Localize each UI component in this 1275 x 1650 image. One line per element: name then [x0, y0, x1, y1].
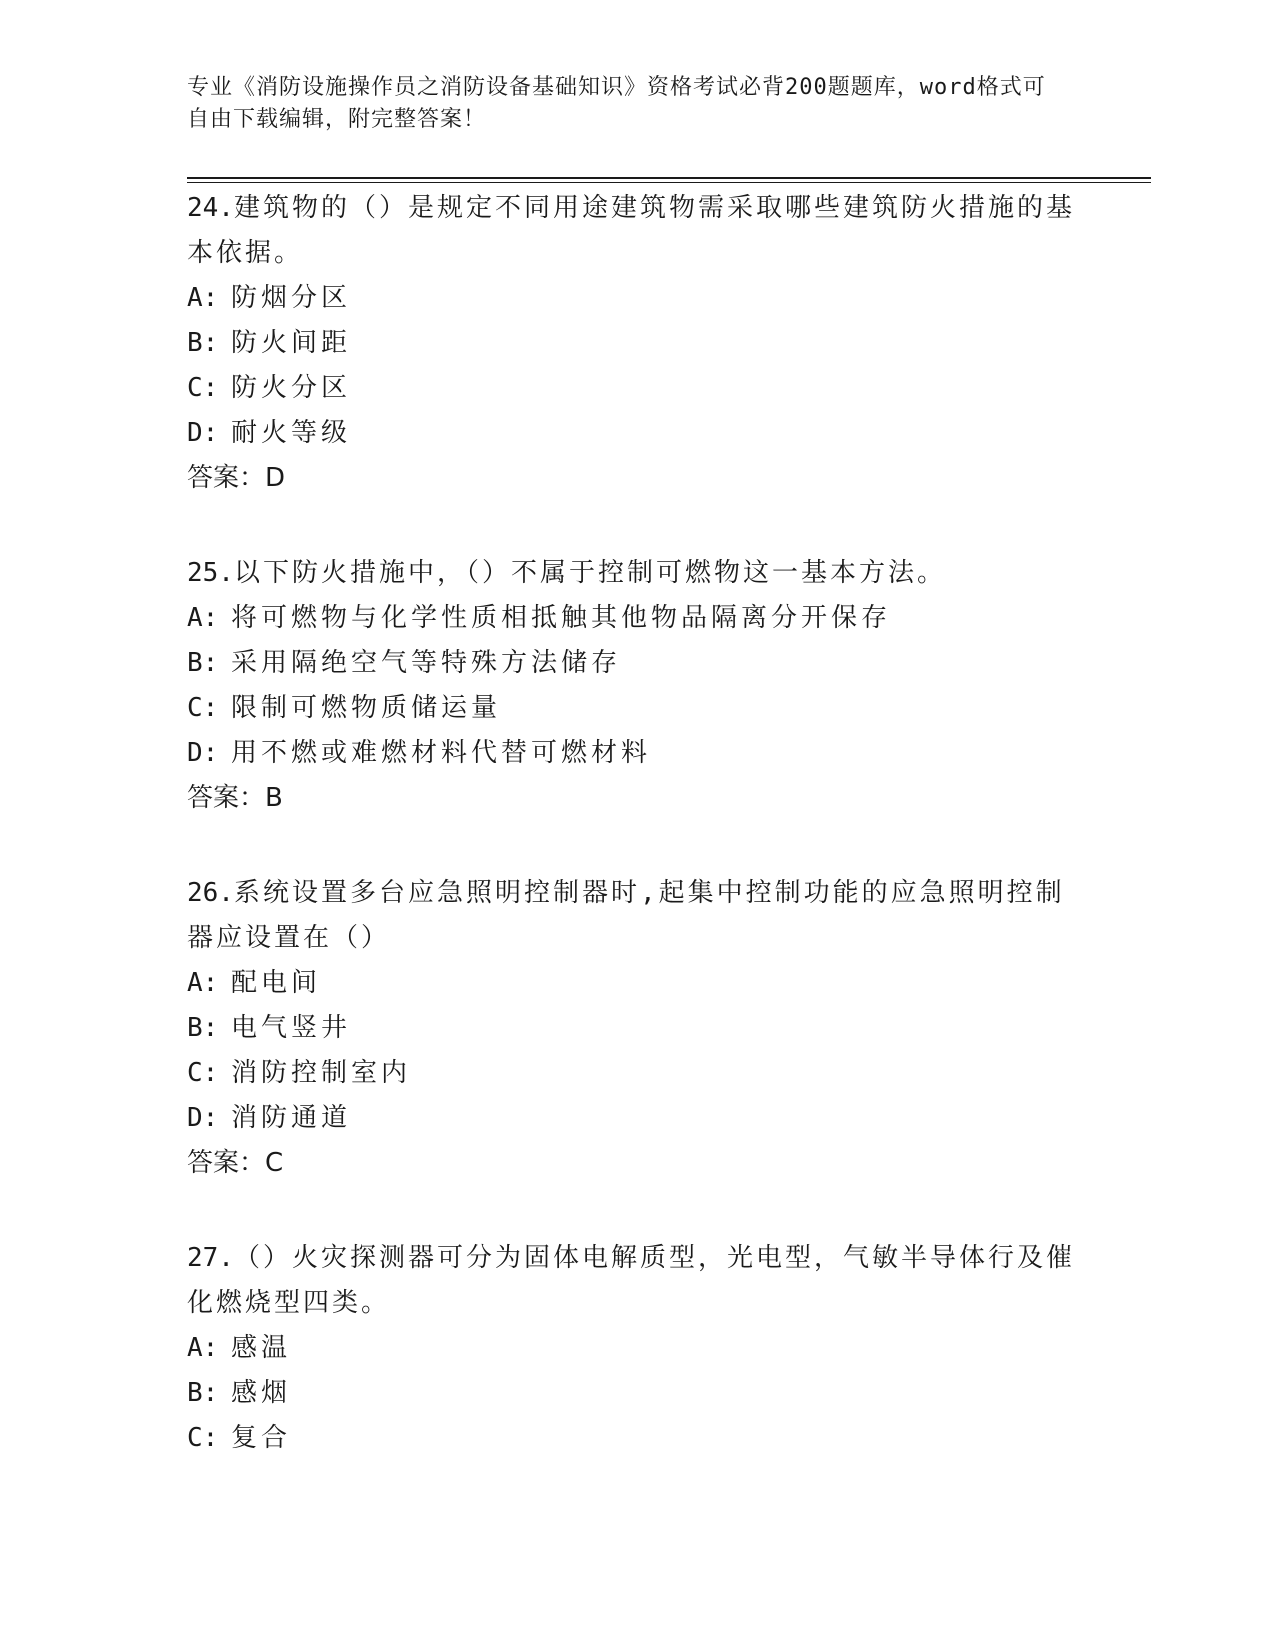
- option-letter: A:: [187, 1333, 219, 1363]
- option-letter: C:: [187, 373, 219, 403]
- option-b: [187, 321, 1087, 366]
- option-c: [187, 366, 1087, 411]
- option-text: 消防控制室内: [231, 1058, 412, 1088]
- option-letter: D:: [187, 1103, 219, 1133]
- question-stem: 建筑物的（）是规定不同用途建筑物需采取哪些建筑防火措施的基本依据。: [187, 193, 1075, 268]
- option-text: 配电间: [231, 968, 322, 998]
- option-letter: D:: [187, 738, 219, 768]
- question-list: [187, 186, 1087, 1511]
- option-letter: C:: [187, 1423, 219, 1453]
- question-number: 25.: [187, 558, 234, 588]
- option-text: 防火间距: [231, 328, 352, 358]
- question-text: [187, 1236, 1087, 1326]
- option-text: 将可燃物与化学性质相抵触其他物品隔离分开保存: [231, 603, 892, 633]
- option-d: [187, 731, 1087, 776]
- option-text: 耐火等级: [231, 418, 352, 448]
- option-text: 感烟: [231, 1378, 292, 1408]
- option-letter: D:: [187, 418, 219, 448]
- option-letter: B:: [187, 1013, 219, 1043]
- option-b: [187, 1006, 1087, 1051]
- answer-line: 答案：C: [187, 1148, 284, 1178]
- question-number: 24.: [187, 193, 234, 223]
- question-stem: （）火灾探测器可分为固体电解质型，光电型，气敏半导体行及催化燃烧型四类。: [187, 1243, 1075, 1318]
- option-letter: B:: [187, 1378, 219, 1408]
- question-number: 26.: [187, 878, 234, 908]
- question-stem: 系统设置多台应急照明控制器时,起集中控制功能的应急照明控制器应设置在（）: [187, 878, 1065, 953]
- option-text: 用不燃或难燃材料代替可燃材料: [231, 738, 652, 768]
- header-divider-thin: [187, 182, 1151, 183]
- question-24: [187, 186, 1087, 501]
- header-divider-thick: [187, 177, 1151, 179]
- answer-line: 答案：D: [187, 463, 286, 493]
- option-d: [187, 1096, 1087, 1141]
- option-letter: A:: [187, 283, 219, 313]
- question-stem: 以下防火措施中，（）不属于控制可燃物这一基本方法。: [233, 558, 946, 588]
- option-letter: C:: [187, 693, 219, 723]
- answer-line: 答案：B: [187, 783, 283, 813]
- option-text: 消防通道: [231, 1103, 352, 1133]
- option-text: 感温: [231, 1333, 292, 1363]
- option-d: [187, 411, 1087, 456]
- option-letter: A:: [187, 968, 219, 998]
- option-c: [187, 1051, 1087, 1096]
- option-a: [187, 596, 1087, 641]
- option-letter: B:: [187, 648, 219, 678]
- question-text: [187, 186, 1087, 276]
- option-letter: A:: [187, 603, 219, 633]
- question-text: [187, 551, 1087, 596]
- question-27: [187, 1236, 1087, 1461]
- option-text: 复合: [231, 1423, 292, 1453]
- option-text: 防火分区: [231, 373, 352, 403]
- option-b: [187, 1371, 1087, 1416]
- option-c: [187, 686, 1087, 731]
- option-text: 电气竖井: [231, 1013, 352, 1043]
- question-number: 27.: [187, 1243, 234, 1273]
- option-letter: C:: [187, 1058, 219, 1088]
- option-a: [187, 961, 1087, 1006]
- option-letter: B:: [187, 328, 219, 358]
- option-a: [187, 276, 1087, 321]
- option-text: 防烟分区: [231, 283, 352, 313]
- question-26: [187, 871, 1087, 1186]
- option-text: 限制可燃物质储运量: [231, 693, 502, 723]
- option-a: [187, 1326, 1087, 1371]
- option-b: [187, 641, 1087, 686]
- question-25: [187, 551, 1087, 821]
- option-text: 采用隔绝空气等特殊方法储存: [231, 648, 622, 678]
- question-text: [187, 871, 1087, 961]
- document-header: 专业《消防设施操作员之消防设备基础知识》资格考试必背200题题库，word格式可自由下载编辑，附完整答案！: [187, 75, 1046, 132]
- option-c: [187, 1416, 1087, 1461]
